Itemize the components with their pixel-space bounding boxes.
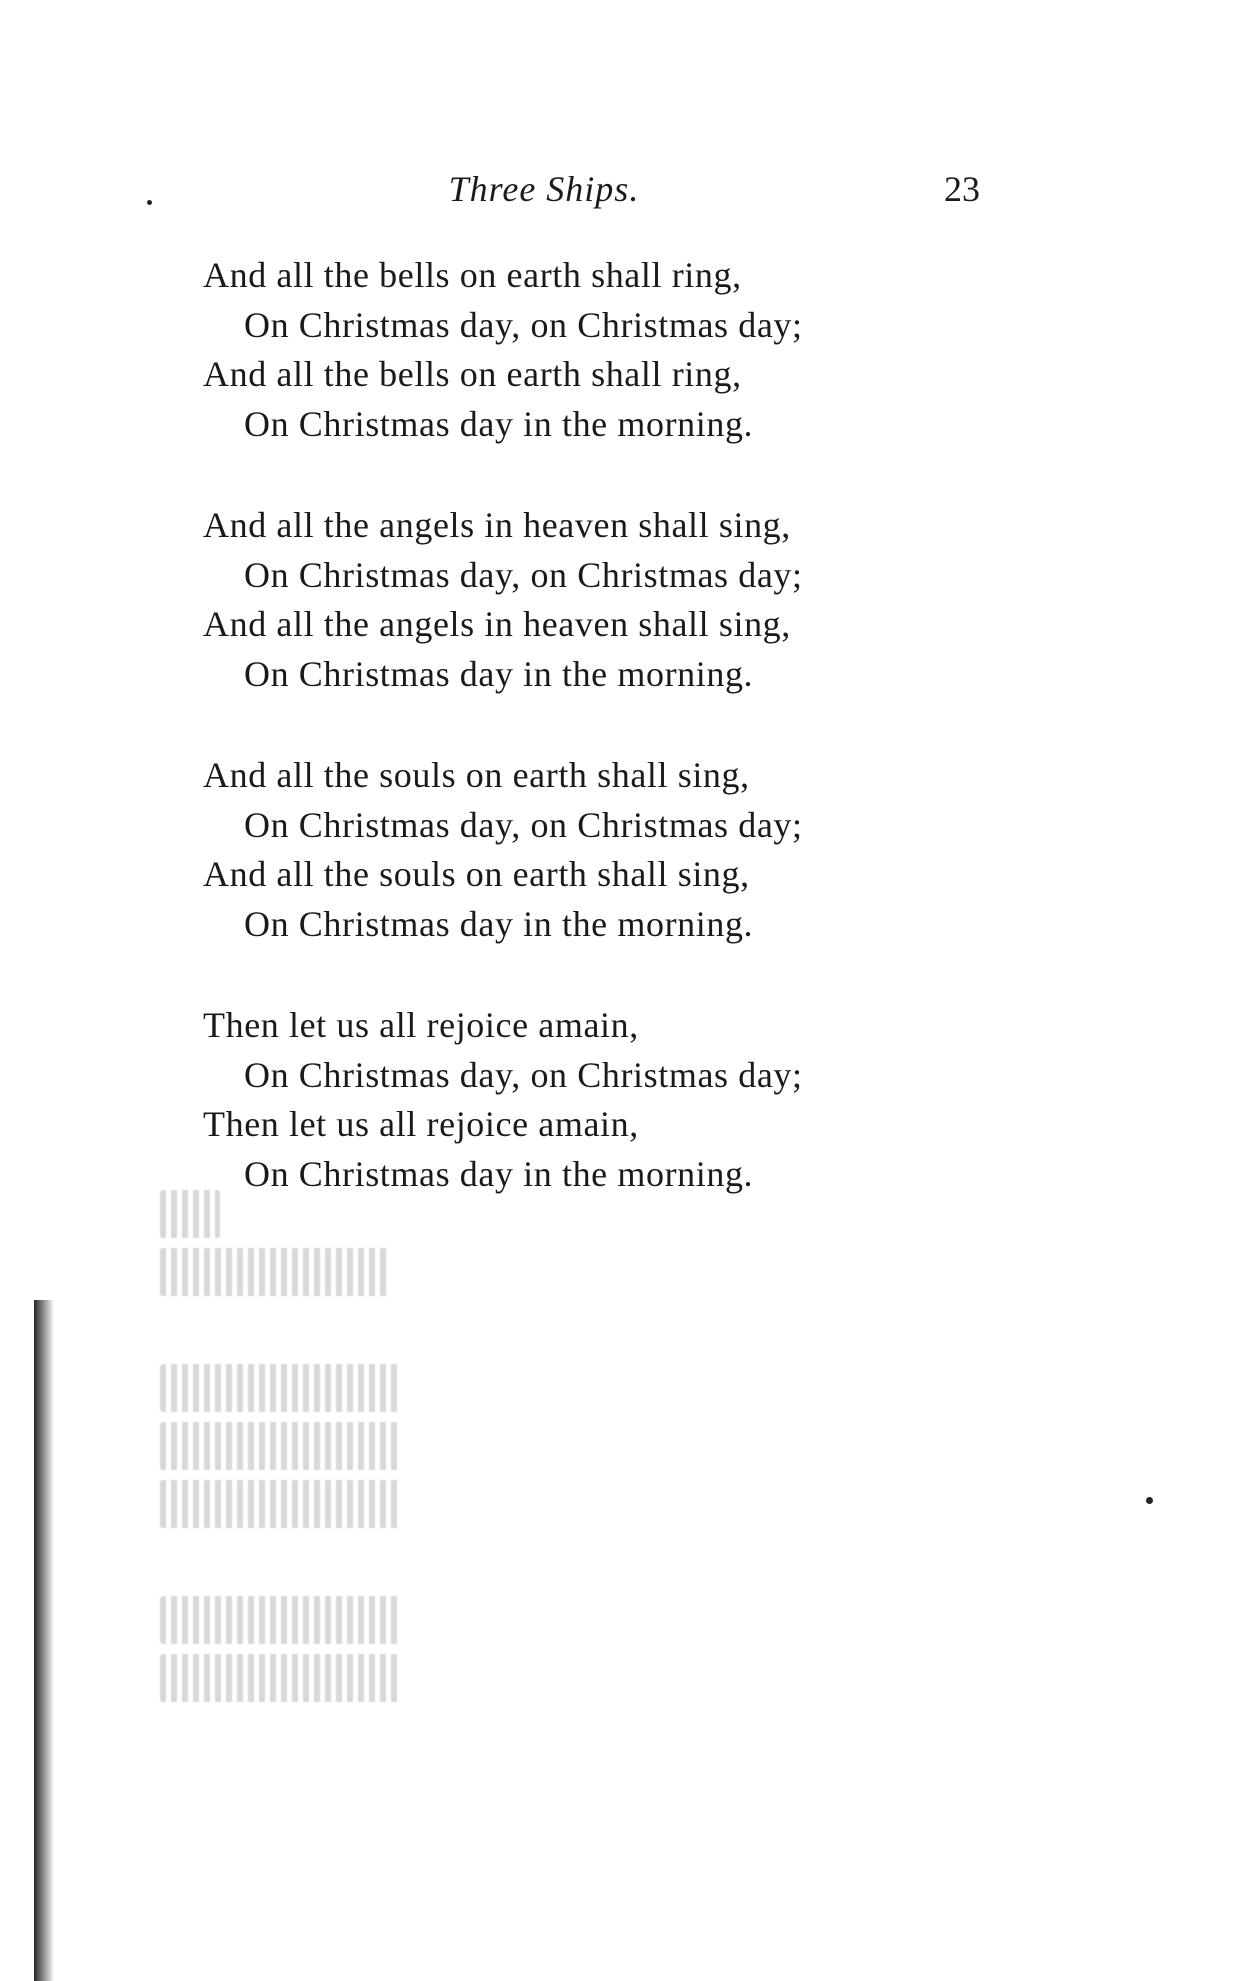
verse-line: Then let us all rejoice amain, — [203, 1005, 639, 1045]
running-title: Three Ships. — [448, 169, 640, 209]
verse-line: On Christmas day, on Christmas day; — [244, 304, 803, 345]
verse-line: On Christmas day, on Christmas day; — [244, 804, 803, 845]
verse-line: On Christmas day in the morning. — [244, 903, 754, 944]
verse-line: And all the angels in heaven shall sing, — [203, 505, 791, 545]
verse-line: On Christmas day, on Christmas day; — [244, 1054, 803, 1095]
verse-line: On Christmas day in the morning. — [244, 403, 754, 444]
ink-speck — [1146, 1497, 1153, 1504]
ink-speck — [147, 200, 152, 205]
verse-line: Then let us all rejoice amain, — [203, 1104, 639, 1144]
verse-line: And all the souls on earth shall sing, — [203, 755, 750, 795]
spine-shadow — [34, 1300, 54, 1981]
verse-line: On Christmas day in the morning. — [244, 653, 754, 694]
stanza — [203, 751, 983, 949]
verse-line: On Christmas day in the morning. — [244, 1153, 754, 1194]
verse-line: And all the angels in heaven shall sing, — [203, 604, 791, 644]
page-number: 23 — [944, 169, 980, 209]
running-head — [200, 168, 980, 212]
stanza — [203, 1001, 983, 1199]
poem-body — [203, 251, 983, 1251]
verse-line: And all the souls on earth shall sing, — [203, 854, 750, 894]
verse-line: And all the bells on earth shall ring, — [203, 354, 742, 394]
verse-line: And all the bells on earth shall ring, — [203, 255, 742, 295]
stanza — [203, 251, 983, 449]
bleed-through-text — [160, 1190, 420, 1690]
stanza — [203, 501, 983, 699]
verse-line: On Christmas day, on Christmas day; — [244, 554, 803, 595]
